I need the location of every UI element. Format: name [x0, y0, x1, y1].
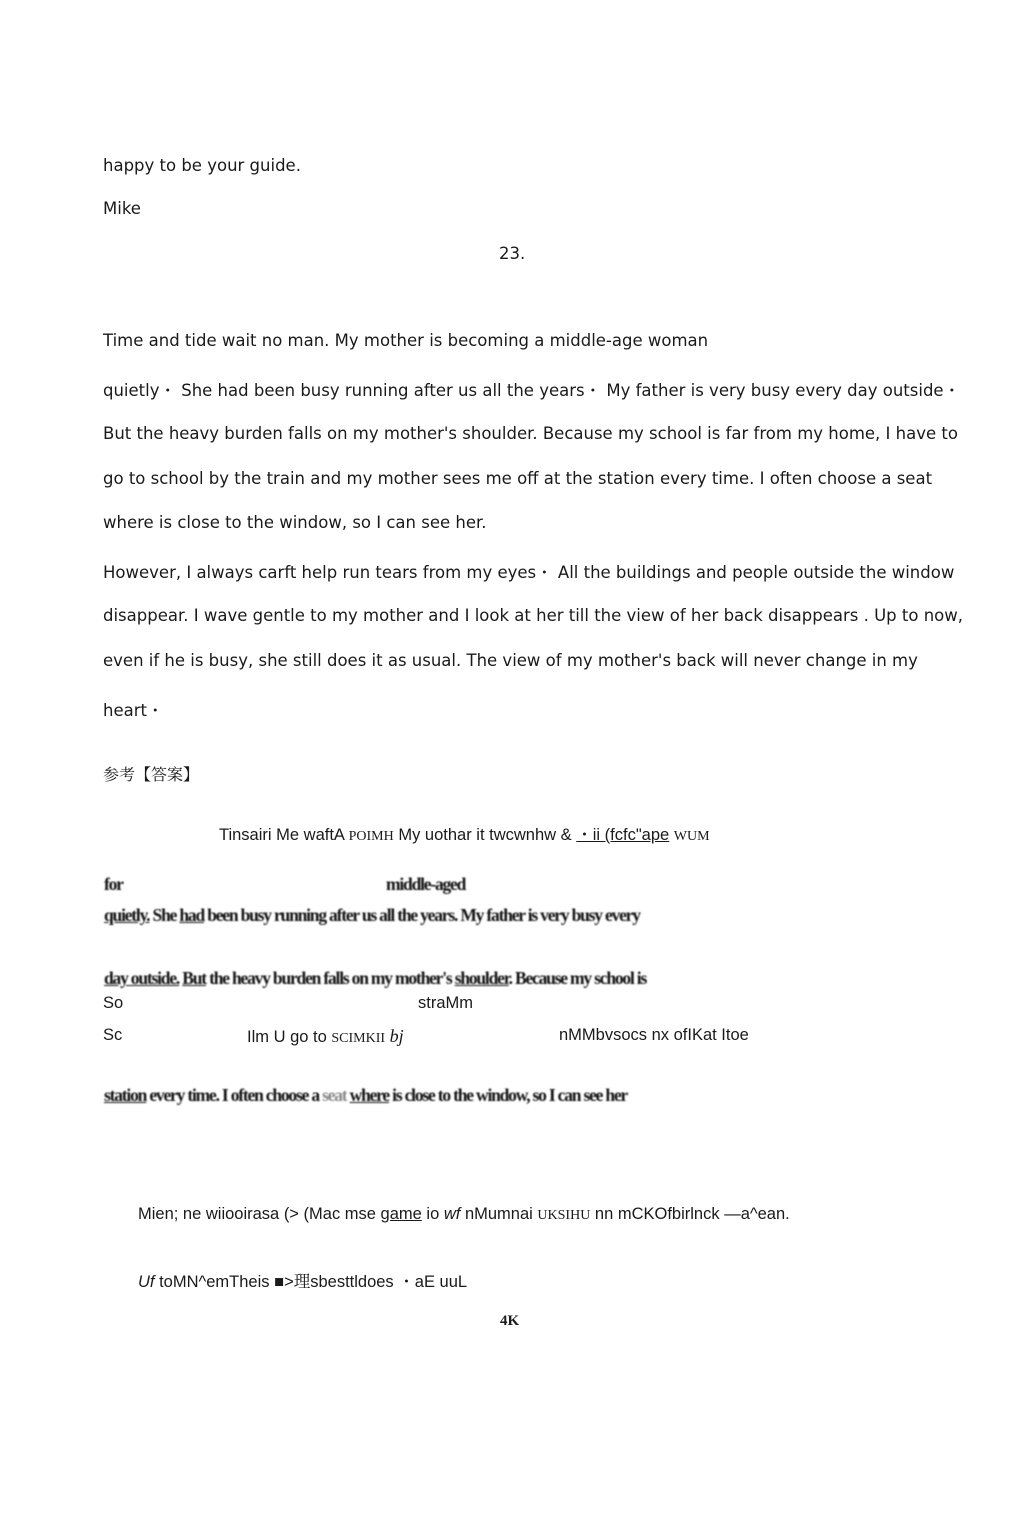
answer-line — [138, 1205, 790, 1224]
essay-line: However, I always carft help run tears from my eyes・ All the buildings and people outside the window — [103, 563, 955, 582]
answer-text: ・ii (fcfc"ape — [576, 826, 670, 844]
page-number: 4K — [500, 1313, 520, 1329]
answer-text: bj — [389, 1026, 404, 1046]
blurred-word: . Because my school is — [508, 968, 647, 988]
blurred-word: every time. I often choose a — [149, 1085, 319, 1105]
essay-line: go to school by the train and my mother sees me off at the station every time. I often choose a seat — [103, 469, 933, 488]
blurred-word: father is very busy every — [486, 905, 640, 925]
answer-text: nMumnai — [464, 1205, 533, 1223]
answer-text: SCIMKII — [331, 1031, 386, 1046]
blurred-word: seat — [322, 1085, 347, 1105]
answer-text: So — [103, 994, 124, 1012]
essay-line: heart・ — [103, 701, 164, 720]
blurred-line — [104, 905, 640, 926]
answer-text: toMN^emTheis ■>理sbesttldoes ・aE uuL — [159, 1273, 468, 1291]
answer-text: Mien; ne wiiooirasa (> (Mac mse — [138, 1205, 376, 1223]
blurred-word: day outside. — [104, 968, 180, 988]
answer-text: WUM — [673, 829, 710, 844]
answer-text: game — [380, 1205, 422, 1223]
essay-line: quietly・ She had been busy running after us all the years・ My father is very busy every day outside・ — [103, 381, 961, 400]
blurred-line — [104, 1085, 627, 1106]
blurred-word: shoulder — [454, 968, 509, 988]
blurred-word: middle-aged — [386, 874, 466, 894]
blurred-word: where — [349, 1085, 389, 1105]
answer-text: wf — [443, 1205, 461, 1223]
answer-text: straMm — [418, 994, 473, 1012]
blurred-word: for — [104, 874, 123, 894]
answer-line — [247, 1026, 404, 1047]
blurred-word: My — [460, 905, 484, 925]
blurred-word: quietly. — [104, 905, 150, 925]
answer-line — [219, 821, 710, 845]
answer-text: UKSIHU — [537, 1208, 591, 1223]
answer-text: My uothar it twcwnhw & — [398, 826, 572, 844]
blurred-word: had — [179, 905, 204, 925]
essay-line: But the heavy burden falls on my mother's shoulder. Because my school is far from my home, I have to — [103, 424, 958, 443]
text-line: happy to be your guide. — [103, 156, 301, 175]
answer-text: POIMH — [348, 829, 394, 844]
answer-text: Ilm U go to — [247, 1028, 327, 1046]
answer-text: Sc — [103, 1026, 123, 1044]
answer-text: Tinsairi Me waftA — [219, 826, 345, 844]
answer-text: Uf — [138, 1273, 155, 1291]
answer-text: nMMbvsocs nx ofIKat Itoe — [559, 1026, 749, 1044]
blurred-word: But — [182, 968, 206, 988]
blurred-word: station — [104, 1085, 147, 1105]
answer-text: nn mCKOfbirlnck —a^ean. — [594, 1205, 790, 1223]
blurred-line — [104, 968, 646, 989]
signature: Mike — [103, 199, 141, 218]
question-number: 23. — [499, 244, 526, 263]
blurred-word: is close to the window, so I can see her — [392, 1085, 628, 1105]
essay-line: disappear. I wave gentle to my mother and I look at her till the view of her back disappears . Up to now, — [103, 606, 964, 625]
blurred-word: She — [152, 905, 177, 925]
blurred-word: been busy running after us all the years. — [207, 905, 458, 925]
essay-line: even if he is busy, she still does it as usual. The view of my mother's back will never change in my — [103, 651, 918, 670]
blurred-word: the heavy burden falls on my mother's — [209, 968, 452, 988]
answer-heading: 参考【答案】 — [103, 765, 200, 784]
essay-line: Time and tide wait no man. My mother is becoming a middle-age woman — [103, 331, 709, 350]
answer-text: io — [426, 1205, 440, 1223]
essay-line: where is close to the window, so I can see her. — [103, 513, 487, 532]
answer-line — [138, 1268, 467, 1292]
